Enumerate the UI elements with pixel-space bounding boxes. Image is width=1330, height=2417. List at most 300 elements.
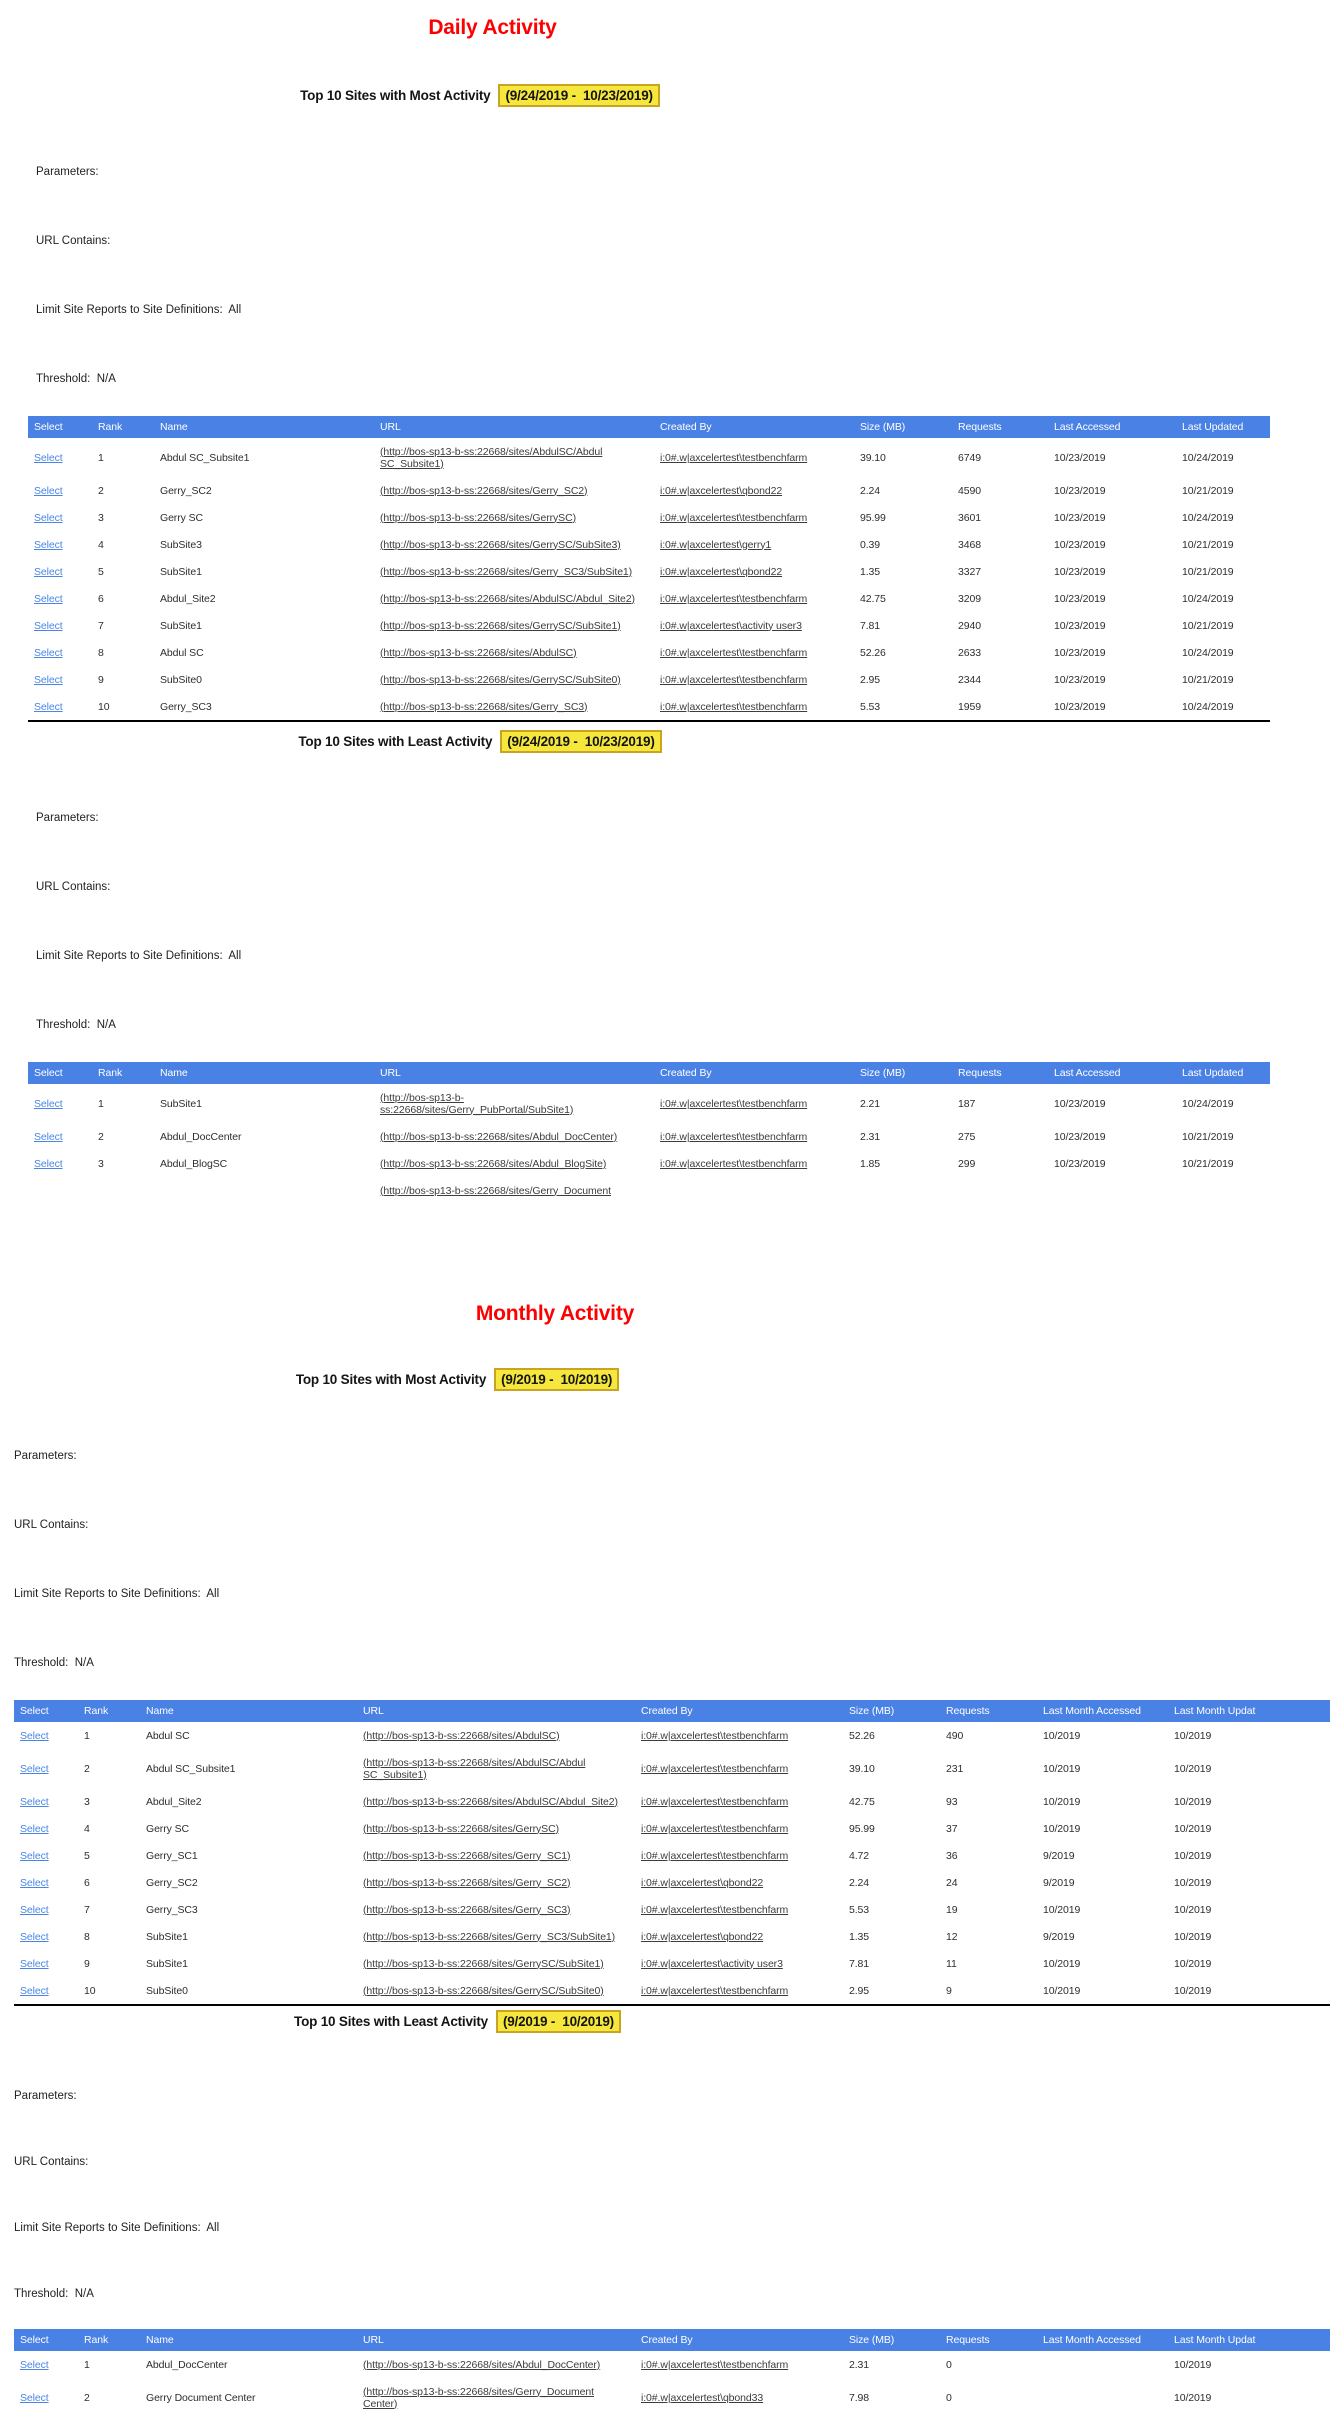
name-cell: Abdul_BlogSC xyxy=(160,1157,228,1170)
rank-cell: 7 xyxy=(84,1903,90,1916)
created-by-link[interactable]: i:0#.w|axcelertest\testbenchfarm xyxy=(660,1097,808,1110)
daily-most-heading xyxy=(0,84,960,107)
last-accessed-cell: 10/23/2019 xyxy=(1054,646,1106,659)
site-url-link[interactable]: (http://bos-sp13-b-ss:22668/sites/Gerry_SC3) xyxy=(380,700,588,713)
last-month-accessed-cell: 10/2019 xyxy=(1043,1729,1081,1742)
created-by-link[interactable]: i:0#.w|axcelertest\gerry1 xyxy=(660,538,772,551)
name-cell: SubSite1 xyxy=(160,1097,202,1110)
created-by-link[interactable]: i:0#.w|axcelertest\qbond22 xyxy=(641,1876,764,1889)
requests-cell: 12 xyxy=(946,1930,958,1943)
last-updated-cell: 10/21/2019 xyxy=(1182,619,1234,632)
column-header: Size (MB) xyxy=(854,1062,952,1084)
last-month-updated-cell: 10/2019 xyxy=(1174,1903,1212,1916)
url-contains-label: URL Contains: xyxy=(36,235,111,247)
table-header-row xyxy=(28,1062,1270,1084)
select-link[interactable]: Select xyxy=(34,673,63,686)
site-url-link[interactable]: (http://bos-sp13-b-ss:22668/sites/Gerry_Document Center) xyxy=(363,2385,594,2410)
table-row xyxy=(14,1923,1330,1950)
size-cell: 1.35 xyxy=(860,565,881,578)
column-header: Last Updated xyxy=(1176,416,1270,438)
site-url-link[interactable]: (http://bos-sp13-b-ss:22668/sites/Gerry_PubPortal/SubSite1) xyxy=(380,1091,574,1116)
select-link[interactable]: Select xyxy=(20,1795,49,1808)
requests-cell: 3209 xyxy=(958,592,981,605)
table-row xyxy=(28,1123,1270,1150)
site-url-link[interactable]: (http://bos-sp13-b-ss:22668/sites/AbdulSC/Abdul_Site2) xyxy=(380,592,635,605)
site-url-link[interactable]: (http://bos-sp13-b-ss:22668/sites/AbdulSC/Abdul SC_Subsite1) xyxy=(380,445,603,470)
created-by-link[interactable]: i:0#.w|axcelertest\testbenchfarm xyxy=(660,592,808,605)
column-header: Name xyxy=(140,2329,357,2351)
select-link[interactable]: Select xyxy=(34,538,63,551)
select-link[interactable]: Select xyxy=(20,2391,49,2404)
column-header: Name xyxy=(140,1700,357,1722)
site-url-link[interactable]: (http://bos-sp13-b-ss:22668/sites/AbdulSC) xyxy=(363,1729,560,1742)
requests-cell: 6749 xyxy=(958,451,981,464)
select-link[interactable]: Select xyxy=(20,1849,49,1862)
table-row xyxy=(28,504,1270,531)
requests-cell: 2940 xyxy=(958,619,981,632)
rank-cell: 7 xyxy=(98,619,104,632)
section-heading: Top 10 Sites with Least Activity xyxy=(298,734,493,749)
name-cell: Abdul_DocCenter xyxy=(160,1130,242,1143)
rank-cell: 8 xyxy=(98,646,104,659)
last-month-accessed-cell xyxy=(1037,2351,1168,2378)
page-title: Daily Activity xyxy=(428,16,557,39)
last-accessed-cell: 10/23/2019 xyxy=(1054,1157,1106,1170)
site-url-link[interactable]: (http://bos-sp13-b-ss:22668/sites/AbdulSC/Abdul_Site2) xyxy=(363,1795,618,1808)
site-url-link[interactable]: (http://bos-sp13-b-ss:22668/sites/Gerry_SC1) xyxy=(363,1849,571,1862)
name-cell: Gerry_SC3 xyxy=(160,700,212,713)
column-header: Select xyxy=(14,2329,78,2351)
report-parameters xyxy=(14,2041,1330,2327)
last-updated-cell: 10/21/2019 xyxy=(1182,1157,1234,1170)
last-month-updated-cell: 10/2019 xyxy=(1174,2358,1212,2371)
select-link[interactable]: Select xyxy=(34,511,63,524)
created-by-link[interactable]: i:0#.w|axcelertest\qbond22 xyxy=(660,565,783,578)
select-link[interactable]: Select xyxy=(34,451,63,464)
select-link[interactable]: Select xyxy=(34,700,63,713)
column-header: Last Accessed xyxy=(1048,416,1176,438)
name-cell: SubSite1 xyxy=(160,619,202,632)
table-row xyxy=(28,639,1270,666)
requests-cell: 2344 xyxy=(958,673,981,686)
name-cell: Gerry Document Center xyxy=(146,2391,256,2404)
name-cell: Abdul_DocCenter xyxy=(146,2358,228,2371)
name-cell: Abdul SC_Subsite1 xyxy=(160,451,250,464)
last-updated-cell: 10/24/2019 xyxy=(1182,1097,1234,1110)
created-by-link[interactable]: i:0#.w|axcelertest\testbenchfarm xyxy=(641,1822,789,1835)
table-row xyxy=(28,477,1270,504)
column-header: Last Updated xyxy=(1176,1062,1270,1084)
rank-cell: 2 xyxy=(98,1130,104,1143)
name-cell: Gerry_SC2 xyxy=(160,484,212,497)
site-url-link[interactable]: (http://bos-sp13-b-ss:22668/sites/GerrySC/SubSite1) xyxy=(380,619,621,632)
site-url-link[interactable]: (http://bos-sp13-b-ss:22668/sites/AbdulSC/Abdul SC_Subsite1) xyxy=(363,1756,586,1781)
site-url-link[interactable]: (http://bos-sp13-b-ss:22668/sites/Abdul_DocCenter) xyxy=(380,1130,618,1143)
table-row xyxy=(28,558,1270,585)
column-header: URL xyxy=(374,416,654,438)
column-header: Requests xyxy=(952,416,1048,438)
requests-cell: 3327 xyxy=(958,565,981,578)
size-cell: 1.85 xyxy=(860,1157,881,1170)
name-cell: Gerry_SC1 xyxy=(146,1849,198,1862)
requests-cell: 19 xyxy=(946,1903,958,1916)
table-row xyxy=(14,1950,1330,1977)
requests-cell: 3468 xyxy=(958,538,981,551)
created-by-link[interactable]: i:0#.w|axcelertest\qbond33 xyxy=(641,2391,764,2404)
size-cell: 2.31 xyxy=(849,2358,870,2371)
size-cell: 1.35 xyxy=(849,1930,870,1943)
created-by-link[interactable]: i:0#.w|axcelertest\testbenchfarm xyxy=(641,1795,789,1808)
name-cell: Gerry_SC3 xyxy=(146,1903,198,1916)
column-header: Last Month Updat xyxy=(1168,1700,1330,1722)
last-updated-cell: 10/21/2019 xyxy=(1182,1130,1234,1143)
last-month-accessed-cell xyxy=(1037,2378,1168,2417)
site-url-link[interactable]: (http://bos-sp13-b-ss:22668/sites/GerrySC/SubSite0) xyxy=(380,673,621,686)
size-cell: 42.75 xyxy=(860,592,886,605)
table-row xyxy=(28,693,1270,721)
last-updated-cell: 10/21/2019 xyxy=(1182,565,1234,578)
size-cell: 52.26 xyxy=(860,646,886,659)
select-link[interactable]: Select xyxy=(20,1822,49,1835)
created-by-link[interactable]: i:0#.w|axcelertest\testbenchfarm xyxy=(641,1984,789,1997)
last-updated-cell: 10/24/2019 xyxy=(1182,511,1234,524)
column-header: URL xyxy=(357,2329,635,2351)
last-accessed-cell xyxy=(1048,1177,1176,1196)
last-month-accessed-cell: 9/2019 xyxy=(1043,1930,1075,1943)
last-accessed-cell: 10/23/2019 xyxy=(1054,451,1106,464)
column-header: Requests xyxy=(940,1700,1037,1722)
created-by-link[interactable]: i:0#.w|axcelertest\activity user3 xyxy=(641,1957,783,1970)
requests-cell: 11 xyxy=(946,1957,957,1970)
rank-cell: 10 xyxy=(98,700,110,713)
created-by-link[interactable]: i:0#.w|axcelertest\activity user3 xyxy=(660,619,802,632)
last-month-updated-cell: 10/2019 xyxy=(1174,1729,1212,1742)
last-month-accessed-cell: 10/2019 xyxy=(1043,1822,1081,1835)
select-link[interactable]: Select xyxy=(34,565,63,578)
rank-cell: 4 xyxy=(98,538,104,551)
last-month-accessed-cell: 10/2019 xyxy=(1043,1957,1081,1970)
page-title: Monthly Activity xyxy=(475,1302,635,1325)
monthly-activity-section-header xyxy=(0,1302,1110,1326)
select-link[interactable]: Select xyxy=(20,1876,49,1889)
rank-cell: 1 xyxy=(84,1729,90,1742)
name-cell: SubSite0 xyxy=(160,673,202,686)
requests-cell: 93 xyxy=(946,1795,958,1808)
last-accessed-cell: 10/23/2019 xyxy=(1054,1097,1106,1110)
requests-cell: 231 xyxy=(946,1762,964,1775)
requests-cell: 4590 xyxy=(958,484,981,497)
column-header: Last Month Accessed xyxy=(1037,1700,1168,1722)
daily-least-table-clipped-region xyxy=(0,1060,1330,1196)
select-link[interactable]: Select xyxy=(20,1729,49,1742)
rank-cell: 1 xyxy=(98,1097,104,1110)
created-by-link[interactable]: i:0#.w|axcelertest\testbenchfarm xyxy=(641,1849,789,1862)
daily-least-activity-table xyxy=(28,1062,1270,1196)
section-heading: Top 10 Sites with Most Activity xyxy=(295,1372,487,1387)
rank-cell: 6 xyxy=(84,1876,90,1889)
created-by-link[interactable]: i:0#.w|axcelertest\testbenchfarm xyxy=(660,700,808,713)
last-accessed-cell: 10/23/2019 xyxy=(1054,565,1106,578)
site-url-link[interactable]: (http://bos-sp13-b-ss:22668/sites/Gerry_SC3/SubSite1) xyxy=(363,1930,616,1943)
requests-cell: 37 xyxy=(946,1822,958,1835)
site-url-link[interactable]: (http://bos-sp13-b-ss:22668/sites/Gerry_SC2) xyxy=(380,484,588,497)
site-url-link[interactable]: (http://bos-sp13-b-ss:22668/sites/GerrySC/SubSite3) xyxy=(380,538,621,551)
last-accessed-cell: 10/23/2019 xyxy=(1054,673,1106,686)
created-by-link[interactable]: i:0#.w|axcelertest\testbenchfarm xyxy=(641,1762,789,1775)
requests-cell: 36 xyxy=(946,1849,958,1862)
last-month-accessed-cell: 9/2019 xyxy=(1043,1849,1075,1862)
limit-site-definitions-label: Limit Site Reports to Site Definitions: All xyxy=(14,1588,220,1600)
column-header: Rank xyxy=(92,416,154,438)
size-cell: 2.95 xyxy=(849,1984,870,1997)
created-by-link[interactable]: i:0#.w|axcelertest\testbenchfarm xyxy=(660,451,808,464)
site-url-link[interactable]: (http://bos-sp13-b-ss:22668/sites/Abdul_BlogSite) xyxy=(380,1157,607,1170)
rank-cell: 9 xyxy=(98,673,104,686)
daily-least-heading xyxy=(0,730,960,753)
size-cell: 95.99 xyxy=(860,511,886,524)
select-link[interactable]: Select xyxy=(34,619,63,632)
select-link[interactable]: Select xyxy=(20,1930,49,1943)
site-url-link[interactable]: (http://bos-sp13-b-ss:22668/sites/GerrySC/SubSite1) xyxy=(363,1957,604,1970)
created-by-link[interactable]: i:0#.w|axcelertest\testbenchfarm xyxy=(641,1903,789,1916)
created-by-link[interactable]: i:0#.w|axcelertest\testbenchfarm xyxy=(660,511,808,524)
report-parameters xyxy=(36,115,1330,414)
report-parameters xyxy=(36,761,1330,1060)
column-header: Name xyxy=(154,416,374,438)
url-contains-label: URL Contains: xyxy=(14,1519,89,1531)
created-by-link[interactable]: i:0#.w|axcelertest\testbenchfarm xyxy=(641,2358,789,2371)
size-cell: 2.95 xyxy=(860,673,881,686)
column-header: Rank xyxy=(78,1700,140,1722)
date-range-highlight: (9/2019 - 10/2019) xyxy=(496,2010,621,2033)
site-url-link[interactable]: (http://bos-sp13-b-ss:22668/sites/GerrySC) xyxy=(363,1822,559,1835)
site-url-link[interactable]: (http://bos-sp13-b-ss:22668/sites/GerrySC/SubSite0) xyxy=(363,1984,604,1997)
column-header: Created By xyxy=(654,416,854,438)
rank-cell: 3 xyxy=(98,1157,104,1170)
table-row xyxy=(14,1749,1330,1788)
threshold-label: Threshold: N/A xyxy=(36,373,116,385)
name-cell: SubSite1 xyxy=(146,1930,188,1943)
rank-cell: 2 xyxy=(84,2391,90,2404)
select-link[interactable]: Select xyxy=(34,1130,63,1143)
last-month-accessed-cell: 10/2019 xyxy=(1043,1903,1081,1916)
created-by-link[interactable]: i:0#.w|axcelertest\testbenchfarm xyxy=(660,1130,808,1143)
requests-cell: 299 xyxy=(958,1157,976,1170)
table-row xyxy=(28,585,1270,612)
name-cell: Abdul_Site2 xyxy=(146,1795,202,1808)
column-header: Requests xyxy=(952,1062,1048,1084)
last-month-updated-cell: 10/2019 xyxy=(1174,1849,1212,1862)
table-row xyxy=(28,1084,1270,1123)
table-row xyxy=(14,1842,1330,1869)
site-url-link[interactable]: (http://bos-sp13-b-ss:22668/sites/Gerry_Document xyxy=(380,1184,611,1196)
created-by-link[interactable]: i:0#.w|axcelertest\testbenchfarm xyxy=(660,646,808,659)
limit-site-definitions-label: Limit Site Reports to Site Definitions: All xyxy=(36,304,242,316)
table-row xyxy=(14,1815,1330,1842)
table-row xyxy=(14,1896,1330,1923)
requests-cell xyxy=(952,1177,1048,1196)
size-cell: 5.53 xyxy=(849,1903,870,1916)
rank-cell: 8 xyxy=(84,1930,90,1943)
table-header-row xyxy=(28,416,1270,438)
created-by-link[interactable]: i:0#.w|axcelertest\testbenchfarm xyxy=(641,1729,789,1742)
name-cell: Abdul SC_Subsite1 xyxy=(146,1762,236,1775)
rank-cell: 3 xyxy=(98,511,104,524)
name-cell: SubSite3 xyxy=(160,538,202,551)
requests-cell: 0 xyxy=(946,2391,952,2404)
last-month-updated-cell: 10/2019 xyxy=(1174,1957,1212,1970)
table-row xyxy=(28,531,1270,558)
last-accessed-cell: 10/23/2019 xyxy=(1054,1130,1106,1143)
last-updated-cell: 10/24/2019 xyxy=(1182,700,1234,713)
select-link[interactable]: Select xyxy=(20,1762,49,1775)
table-row xyxy=(28,1177,1270,1196)
select-link[interactable]: Select xyxy=(34,592,63,605)
rank-cell: 10 xyxy=(84,1984,96,1997)
parameters-label: Parameters: xyxy=(36,166,99,178)
select-link[interactable]: Select xyxy=(34,484,63,497)
name-cell: Abdul_Site2 xyxy=(160,592,216,605)
table-row xyxy=(14,2378,1330,2417)
site-url-link[interactable]: (http://bos-sp13-b-ss:22668/sites/Gerry_SC3) xyxy=(363,1903,571,1916)
last-month-updated-cell: 10/2019 xyxy=(1174,1876,1212,1889)
table-row xyxy=(14,1977,1330,2005)
rank-cell: 2 xyxy=(84,1762,90,1775)
column-header: Rank xyxy=(78,2329,140,2351)
monthly-most-heading xyxy=(0,1368,915,1391)
threshold-label: Threshold: N/A xyxy=(36,1019,116,1031)
created-by-link[interactable]: i:0#.w|axcelertest\testbenchfarm xyxy=(660,673,808,686)
name-cell: Gerry SC xyxy=(160,511,203,524)
column-header: Created By xyxy=(635,2329,843,2351)
column-header: URL xyxy=(357,1700,635,1722)
created-by-link[interactable]: i:0#.w|axcelertest\qbond22 xyxy=(660,484,783,497)
size-cell: 52.26 xyxy=(849,1729,875,1742)
requests-cell: 3601 xyxy=(958,511,981,524)
column-header: Select xyxy=(14,1700,78,1722)
column-header: Created By xyxy=(654,1062,854,1084)
column-header: Name xyxy=(154,1062,374,1084)
name-cell: Gerry SC xyxy=(146,1822,189,1835)
size-cell: 0.39 xyxy=(860,538,881,551)
size-cell: 95.99 xyxy=(849,1822,875,1835)
created-by-link[interactable]: i:0#.w|axcelertest\qbond22 xyxy=(641,1930,764,1943)
last-updated-cell: 10/24/2019 xyxy=(1182,646,1234,659)
rank-cell xyxy=(92,1177,154,1196)
select-link[interactable]: Select xyxy=(34,646,63,659)
column-header: Created By xyxy=(635,1700,843,1722)
requests-cell: 0 xyxy=(946,2358,952,2371)
last-accessed-cell: 10/23/2019 xyxy=(1054,700,1106,713)
select-link[interactable]: Select xyxy=(34,1097,63,1110)
size-cell: 2.24 xyxy=(860,484,881,497)
last-updated-cell: 10/24/2019 xyxy=(1182,451,1234,464)
table-row xyxy=(28,612,1270,639)
parameters-label: Parameters: xyxy=(36,812,99,824)
section-heading: Top 10 Sites with Most Activity xyxy=(300,88,491,103)
name-cell: Abdul SC xyxy=(160,646,204,659)
last-month-accessed-cell: 9/2019 xyxy=(1043,1876,1075,1889)
daily-activity-section-header xyxy=(0,0,985,40)
size-cell: 7.98 xyxy=(849,2391,870,2404)
rank-cell: 5 xyxy=(84,1849,90,1862)
name-cell: Gerry_SC2 xyxy=(146,1876,198,1889)
site-url-link[interactable]: (http://bos-sp13-b-ss:22668/sites/AbdulSC) xyxy=(380,646,577,659)
last-accessed-cell: 10/23/2019 xyxy=(1054,511,1106,524)
last-updated-cell: 10/21/2019 xyxy=(1182,673,1234,686)
column-header: Last Month Accessed xyxy=(1037,2329,1168,2351)
size-cell: 42.75 xyxy=(849,1795,875,1808)
url-contains-label: URL Contains: xyxy=(14,2156,89,2168)
date-range-highlight: (9/2019 - 10/2019) xyxy=(494,1368,619,1391)
column-header: URL xyxy=(374,1062,654,1084)
site-url-link[interactable]: (http://bos-sp13-b-ss:22668/sites/Abdul_DocCenter) xyxy=(363,2358,601,2371)
rank-cell: 2 xyxy=(98,484,104,497)
last-month-accessed-cell: 10/2019 xyxy=(1043,1762,1081,1775)
name-cell: SubSite1 xyxy=(160,565,202,578)
rank-cell: 6 xyxy=(98,592,104,605)
size-cell: 2.31 xyxy=(860,1130,881,1143)
size-cell: 4.72 xyxy=(849,1849,870,1862)
last-accessed-cell: 10/23/2019 xyxy=(1054,619,1106,632)
last-month-updated-cell: 10/2019 xyxy=(1174,1984,1212,1997)
last-accessed-cell: 10/23/2019 xyxy=(1054,538,1106,551)
monthly-least-heading xyxy=(0,2010,915,2033)
site-url-link[interactable]: (http://bos-sp13-b-ss:22668/sites/Gerry_SC2) xyxy=(363,1876,571,1889)
last-updated-cell: 10/24/2019 xyxy=(1182,592,1234,605)
created-by-link[interactable]: i:0#.w|axcelertest\testbenchfarm xyxy=(660,1157,808,1170)
requests-cell: 187 xyxy=(958,1097,976,1110)
rank-cell: 5 xyxy=(98,565,104,578)
select-link[interactable]: Select xyxy=(20,1984,49,1997)
size-cell: 39.10 xyxy=(849,1762,875,1775)
parameters-label: Parameters: xyxy=(14,2090,77,2102)
column-header: Last Month Updat xyxy=(1168,2329,1330,2351)
last-month-updated-cell: 10/2019 xyxy=(1174,1762,1212,1775)
name-cell: Abdul SC xyxy=(146,1729,190,1742)
last-month-accessed-cell: 10/2019 xyxy=(1043,1984,1081,1997)
select-link[interactable]: Select xyxy=(20,2358,49,2371)
parameters-label: Parameters: xyxy=(14,1450,77,1462)
requests-cell: 24 xyxy=(946,1876,958,1889)
column-header: Size (MB) xyxy=(854,416,952,438)
daily-most-activity-table xyxy=(28,416,1270,722)
name-cell xyxy=(154,1177,374,1196)
site-url-link[interactable]: (http://bos-sp13-b-ss:22668/sites/Gerry_SC3/SubSite1) xyxy=(380,565,633,578)
table-row xyxy=(14,1788,1330,1815)
column-header: Requests xyxy=(940,2329,1037,2351)
last-accessed-cell: 10/23/2019 xyxy=(1054,592,1106,605)
last-updated-cell: 10/21/2019 xyxy=(1182,538,1234,551)
column-header: Select xyxy=(28,416,92,438)
threshold-label: Threshold: N/A xyxy=(14,1657,94,1669)
rank-cell: 9 xyxy=(84,1957,90,1970)
column-header: Last Accessed xyxy=(1048,1062,1176,1084)
monthly-most-activity-table xyxy=(14,1700,1330,2006)
last-updated-cell: 10/21/2019 xyxy=(1182,484,1234,497)
select-link[interactable]: Select xyxy=(20,1903,49,1916)
select-link[interactable]: Select xyxy=(34,1157,63,1170)
select-link[interactable]: Select xyxy=(20,1957,49,1970)
last-accessed-cell: 10/23/2019 xyxy=(1054,484,1106,497)
size-cell: 39.10 xyxy=(860,451,886,464)
report-parameters xyxy=(14,1399,1330,1698)
rank-cell: 1 xyxy=(84,2358,90,2371)
last-month-updated-cell: 10/2019 xyxy=(1174,1930,1212,1943)
site-url-link[interactable]: (http://bos-sp13-b-ss:22668/sites/GerrySC) xyxy=(380,511,576,524)
column-header: Size (MB) xyxy=(843,2329,940,2351)
date-range-highlight: (9/24/2019 - 10/23/2019) xyxy=(498,84,659,107)
